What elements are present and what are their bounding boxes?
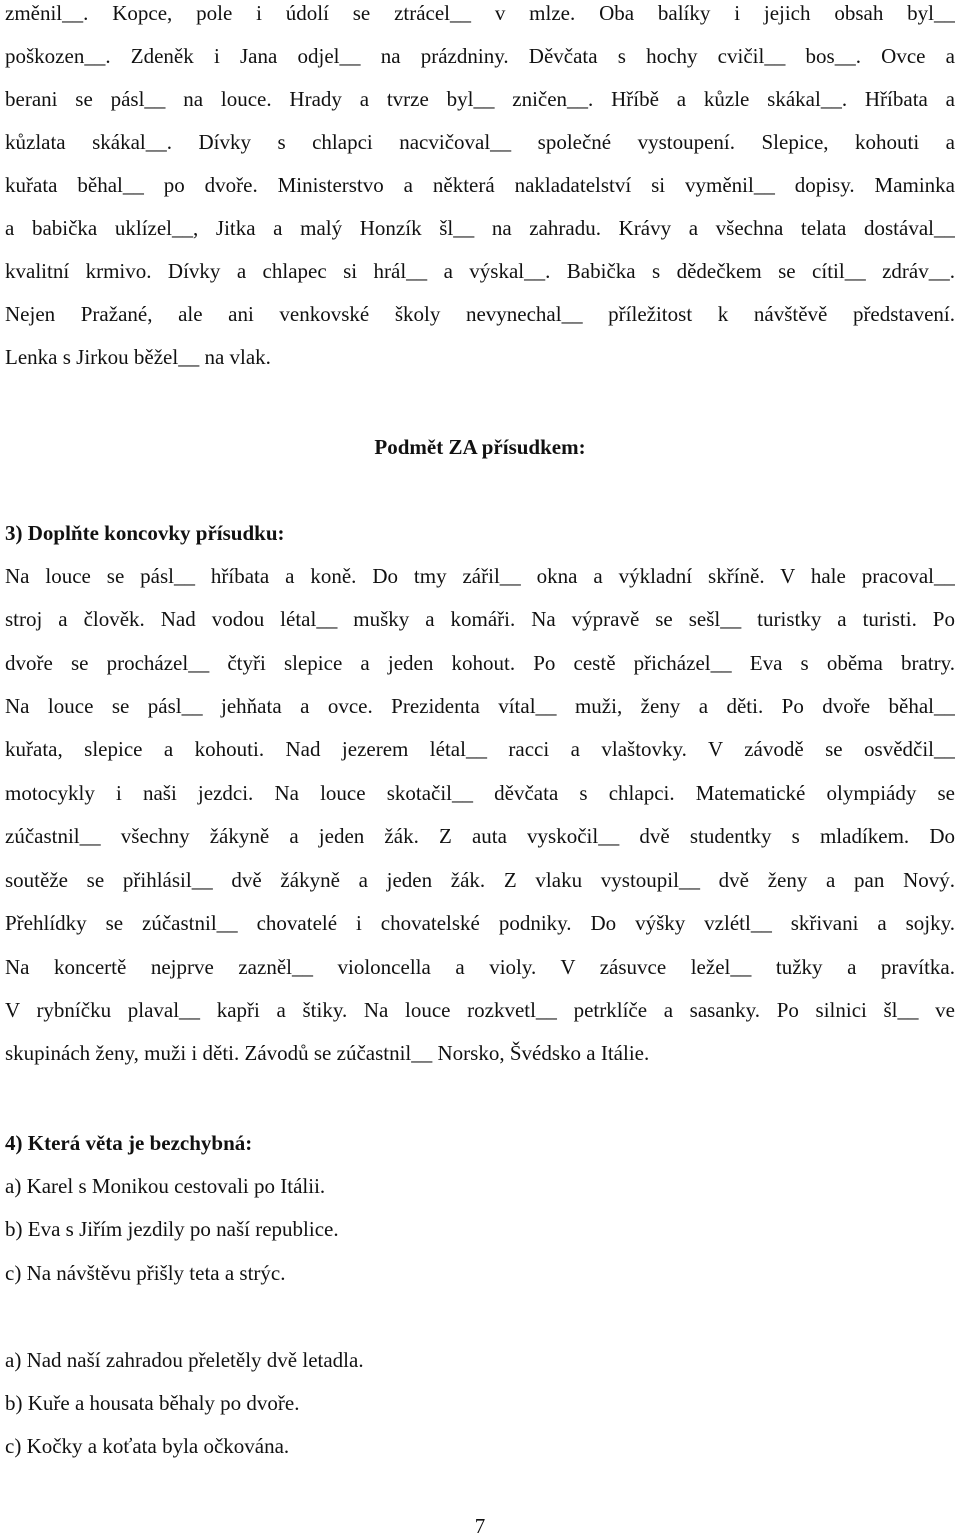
text-line: kuřata běhal__ po dvoře. Ministerstvo a některá nakladatelství si vyměnil__ dopisy. Maminka [5, 173, 955, 197]
text-line: změnil__. Kopce, pole i údolí se ztrácel__ v mlze. Oba balíky i jejich obsah byl__ [5, 1, 955, 25]
exercise-4-title: 4) Která věta je bezchybná: [5, 1131, 253, 1155]
text-line: poškozen__. Zdeněk i Jana odjel__ na prázdniny. Děvčata s hochy cvičil__ bos__. Ovce a [5, 44, 955, 68]
text-line: berani se pásl__ na louce. Hrady a tvrze byl__ zničen__. Hříbě a kůzle skákal__. Hříbata a [5, 87, 955, 111]
text-line: Přehlídky se zúčastnil__ chovatelé i chovatelské podniky. Do výšky vzlétl__ skřivani a sojky. [5, 911, 955, 935]
text-line: zúčastnil__ všechny žákyně a jeden žák. Z auta vyskočil__ dvě studentky s mladíkem. Do [5, 824, 955, 848]
exercise-3-title: 3) Doplňte koncovky přísudku: [5, 521, 285, 545]
answer-option: c) Na návštěvu přišly teta a strýc. [5, 1261, 286, 1285]
text-line: motocykly i naši jezdci. Na louce skotačil__ děvčata s chlapci. Matematické olympiády se [5, 781, 955, 805]
section-title: Podmět ZA přísudkem: [374, 435, 586, 459]
text-line: stroj a člověk. Nad vodou létal__ mušky a komáři. Na výpravě se sešl__ turistky a turisti. Po [5, 607, 955, 631]
text-line: kuřata, slepice a kohouti. Nad jezerem létal__ racci a vlaštovky. V závodě se osvědčil__ [5, 737, 955, 761]
text-line: V rybníčku plaval__ kapři a štiky. Na louce rozkvetl__ petrklíče a sasanky. Po silnici šl__ ve [5, 998, 955, 1022]
answer-option: b) Kuře a housata běhaly po dvoře. [5, 1391, 300, 1415]
text-line: Na louce se pásl__ hříbata a koně. Do tmy zářil__ okna a výkladní skříně. V hale pracoval__ [5, 564, 955, 588]
text-line: Na louce se pásl__ jehňata a ovce. Prezidenta vítal__ muži, ženy a děti. Po dvoře běhal__ [5, 694, 955, 718]
answer-option: c) Kočky a koťata byla očkována. [5, 1434, 290, 1458]
text-line: Lenka s Jirkou běžel__ na vlak. [5, 345, 271, 369]
text-line: Na koncertě nejprve zazněl__ violoncella a violy. V zásuvce ležel__ tužky a pravítka. [5, 955, 955, 979]
text-line: soutěže se přihlásil__ dvě žákyně a jeden žák. Z vlaku vystoupil__ dvě ženy a pan Nový. [5, 868, 955, 892]
answer-option: a) Nad naší zahradou přeletěly dvě letadla. [5, 1348, 364, 1372]
page-number: 7 [474, 1514, 486, 1538]
text-line: kvalitní krmivo. Dívky a chlapec si hrál__ a výskal__. Babička s dědečkem se cítil__ zdráv__. [5, 259, 955, 283]
text-line: dvoře se procházel__ čtyři slepice a jeden kohout. Po cestě přicházel__ Eva s oběma bratry. [5, 651, 955, 675]
answer-option: b) Eva s Jiřím jezdily po naší republice. [5, 1217, 339, 1241]
text-line: Nejen Pražané, ale ani venkovské školy nevynechal__ příležitost k návštěvě představení. [5, 302, 955, 326]
text-line: skupinách ženy, muži i děti. Závodů se zúčastnil__ Norsko, Švédsko a Itálie. [5, 1041, 650, 1065]
text-line: a babička uklízel__, Jitka a malý Honzík šl__ na zahradu. Krávy a všechna telata dostával__ [5, 216, 955, 240]
answer-option: a) Karel s Monikou cestovali po Itálii. [5, 1174, 326, 1198]
text-line: kůzlata skákal__. Dívky s chlapci nacvičoval__ společné vystoupení. Slepice, kohouti a [5, 130, 955, 154]
